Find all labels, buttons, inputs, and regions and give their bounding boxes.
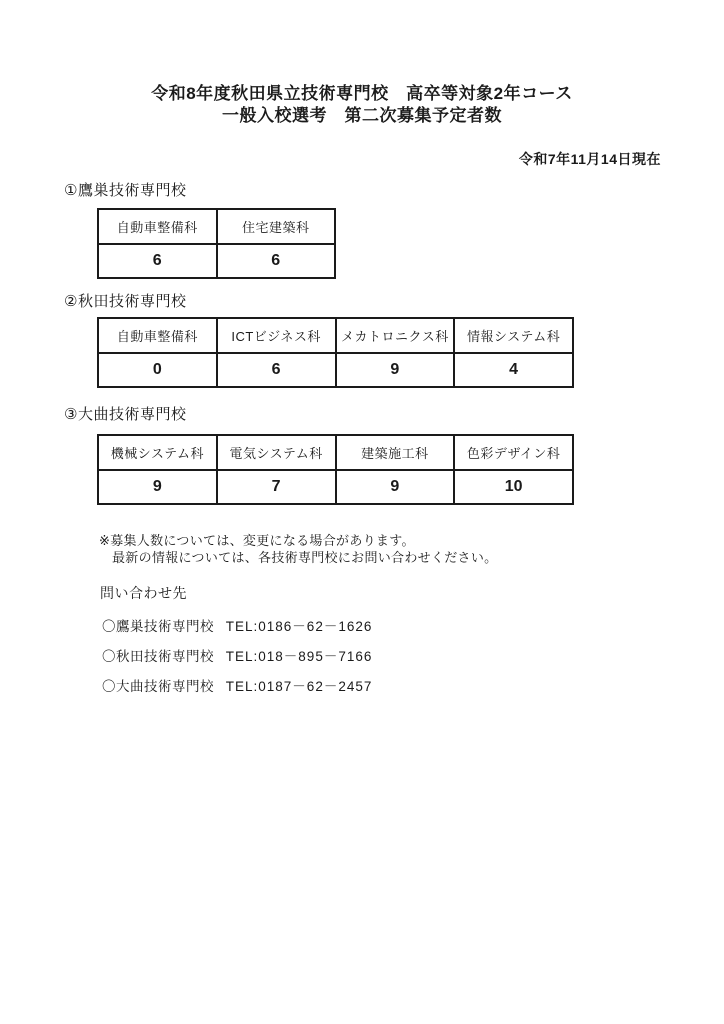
- contact-school-name: 〇大曲技術専門校: [102, 679, 214, 694]
- contact-school-name: 〇鷹巣技術専門校: [102, 619, 214, 634]
- column-header: 建築施工科: [336, 435, 455, 470]
- table-value-row: [98, 470, 573, 504]
- column-header: 電気システム科: [217, 435, 336, 470]
- contact-heading: 問い合わせ先: [100, 585, 187, 601]
- value-cell: 10: [454, 470, 573, 504]
- table-header-row: [98, 435, 573, 470]
- note-line-2: 最新の情報については、各技術専門校にお問い合わせください。: [112, 550, 498, 565]
- value-cell: 6: [217, 353, 336, 387]
- value-cell: 7: [217, 470, 336, 504]
- column-header: 住宅建築科: [217, 209, 336, 244]
- value-cell: 4: [454, 353, 573, 387]
- value-cell: 6: [217, 244, 336, 278]
- document-title: [52, 83, 672, 127]
- table-omagari: [97, 434, 574, 505]
- table-value-row: [98, 353, 573, 387]
- value-cell: 9: [336, 353, 455, 387]
- note-line-1: ※募集人数については、変更になる場合があります。: [99, 533, 415, 548]
- title-line-2: 一般入校選考 第二次募集予定者数: [222, 106, 502, 125]
- section-heading-takanosu: ①鷹巣技術専門校: [64, 182, 187, 199]
- table-takanosu: [97, 208, 336, 279]
- column-header: メカトロニクス科: [336, 318, 455, 353]
- table-akita: [97, 317, 574, 388]
- contact-school-name: 〇秋田技術専門校: [102, 649, 214, 664]
- section-heading-omagari: ③大曲技術専門校: [64, 406, 187, 423]
- table-value-row: [98, 244, 335, 278]
- as-of-date: 令和7年11月14日現在: [518, 151, 661, 167]
- column-header: 自動車整備科: [98, 209, 217, 244]
- value-cell: 9: [336, 470, 455, 504]
- value-cell: 9: [98, 470, 217, 504]
- column-header: ICTビジネス科: [217, 318, 336, 353]
- column-header: 自動車整備科: [98, 318, 217, 353]
- contact-omagari: [102, 675, 372, 695]
- contact-akita: [102, 645, 372, 665]
- column-header: 色彩デザイン科: [454, 435, 573, 470]
- value-cell: 6: [98, 244, 217, 278]
- contact-phone-number: TEL:0186－62－1626: [225, 619, 373, 634]
- table-header-row: [98, 318, 573, 353]
- column-header: 情報システム科: [454, 318, 573, 353]
- contact-phone-number: TEL:018－895－7166: [225, 649, 373, 664]
- value-cell: 0: [98, 353, 217, 387]
- contact-phone-number: TEL:0187－62－2457: [225, 679, 373, 694]
- section-heading-akita: ②秋田技術専門校: [64, 293, 187, 310]
- table-header-row: [98, 209, 335, 244]
- contact-takanosu: [102, 615, 372, 635]
- title-line-1: 令和8年度秋田県立技術専門校 高卒等対象2年コース: [151, 84, 573, 103]
- column-header: 機械システム科: [98, 435, 217, 470]
